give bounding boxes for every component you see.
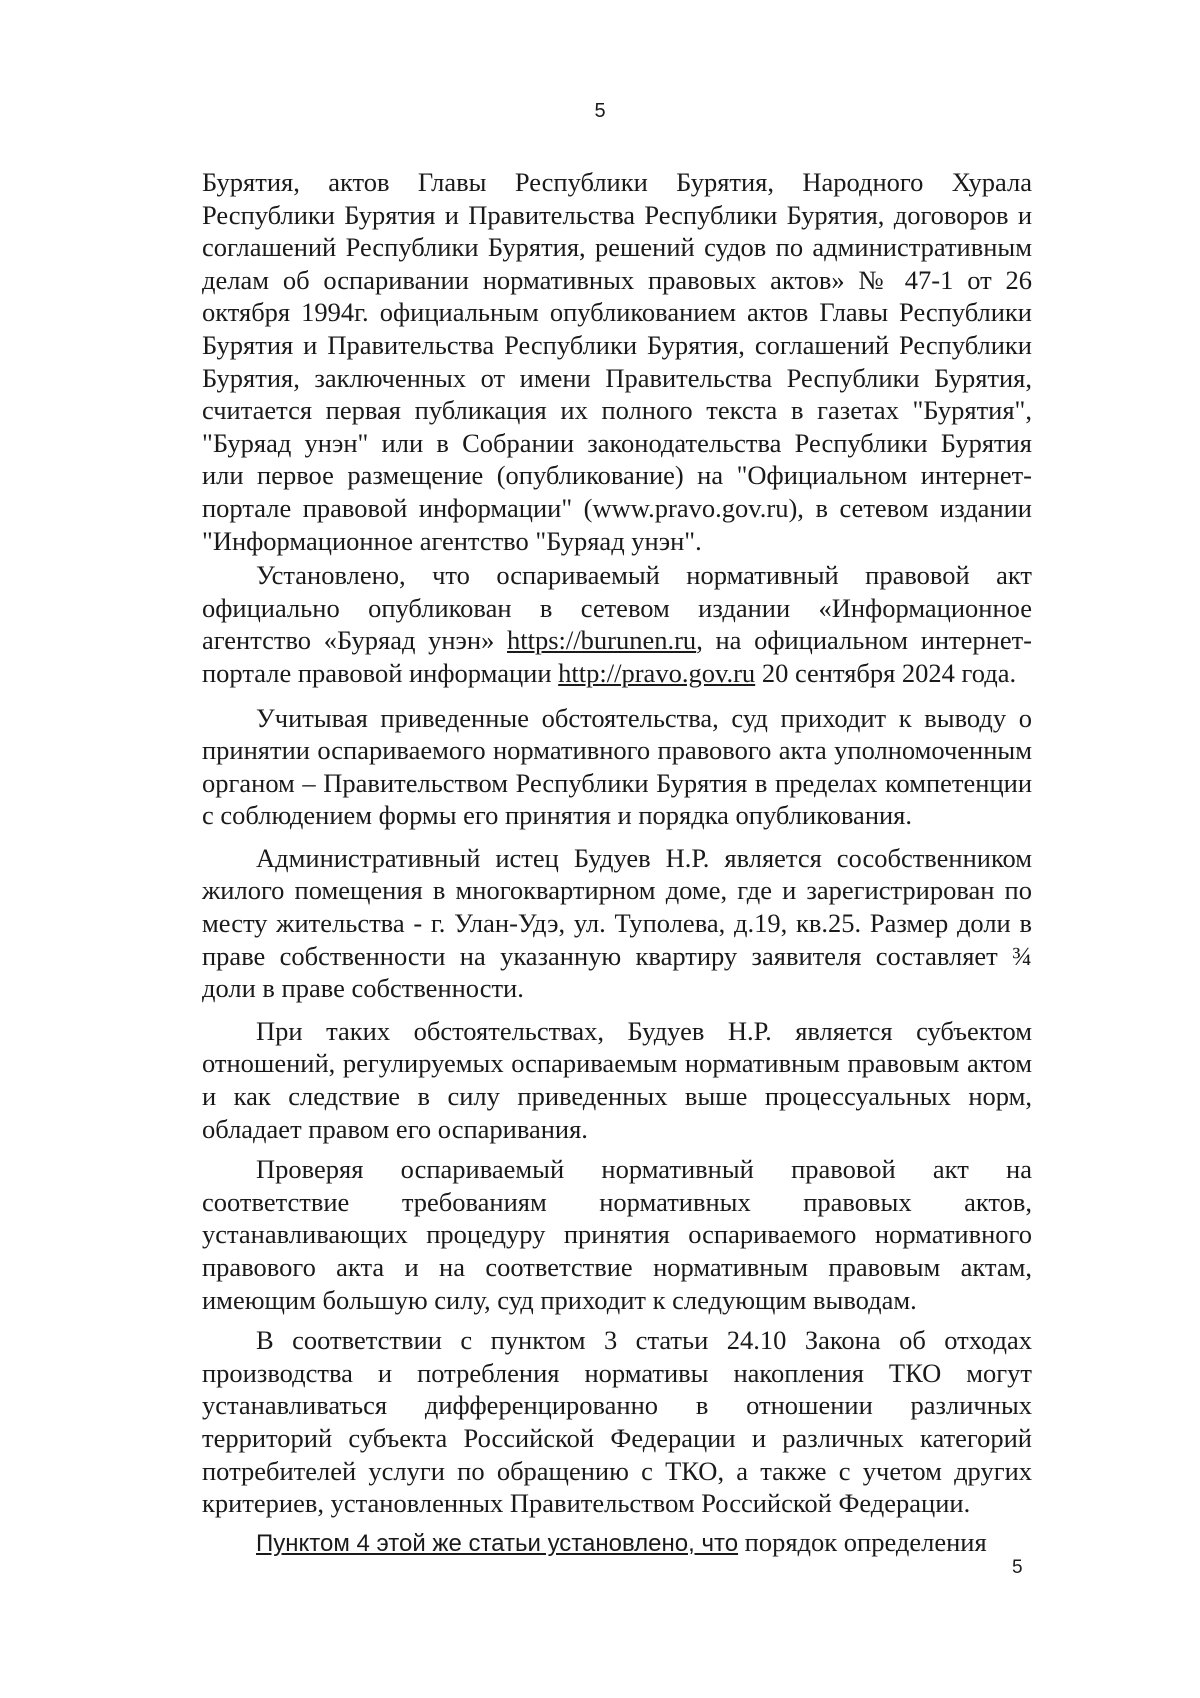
paragraph-publication-text-end: 20 сентября 2024 года. — [755, 657, 1017, 688]
paragraph-plaintiff: Административный истец Будуев Н.Р. является сособственником жилого помещения в многоквартирном доме, где и зарегистрирован по месту жительства - г. Улан-Удэ, ул. Туполева, д.19, кв.25. Размер доли в праве собственности на указанную квартиру заявителя составляет ¾ доли в праве собственности. — [202, 842, 1032, 1004]
paragraph-continuation: Бурятия, актов Главы Республики Бурятия, Народного Хурала Республики Бурятия и Правительства Республики Бурятия, договоров и соглашений Республики Бурятия, решений судов по административным делам об оспаривании нормативных правовых актов» № 47-1 от 26 октября 1994г. официальным опубликованием актов Главы Республики Бурятия и Правительства Республики Бурятия, соглашений Республики Бурятия, заключенных от имени Правительства Республики Бурятия, считается первая публикация их полного текста в газетах "Бурятия", "Буряад унэн" или в Собрании законодательства Республики Бурятия или первое размещение (опубликование) на "Официальном интернет-портале правовой информации" (www.pravo.gov.ru), в сетевом издании "Информационное агентство "Буряад унэн". — [202, 167, 1032, 556]
page-number-bottom: 5 — [1012, 1557, 1023, 1578]
paragraph-point-4 — [202, 1526, 1032, 1561]
paragraph-point-4-rest: порядок определения — [738, 1526, 987, 1557]
page-number-top: 5 — [594, 100, 606, 122]
paragraph-verification: Проверяя оспариваемый нормативный правовой акт на соответствие требованиям нормативных правовых актов, устанавливающих процедуру принятия оспариваемого нормативного правового акта и на соответствие нормативным правовым актам, имеющим большую силу, суд приходит к следующим выводам. — [202, 1154, 1032, 1315]
paragraph-tko-norms: В соответствии с пунктом 3 статьи 24.10 Закона об отходах производства и потребления нормативы накопления ТКО могут устанавливаться дифференцированно в отношении различных территорий субъекта Российской Федерации и различных категорий потребителей услуги по обращению с ТКО, а также с учетом других критериев, установленных Правительством Российской Федерации. — [202, 1325, 1032, 1519]
paragraph-standing: При таких обстоятельствах, Будуев Н.Р. является субъектом отношений, регулируемых оспариваемым нормативным правовым актом и как следствие в силу приведенных выше процессуальных норм, обладает правом его оспаривания. — [202, 1015, 1032, 1144]
pravo-link[interactable]: http://pravo.gov.ru — [558, 657, 756, 688]
paragraph-publication — [202, 559, 1032, 689]
paragraph-conclusion-adoption: Учитывая приведенные обстоятельства, суд приходит к выводу о принятии оспариваемого нормативного правового акта уполномоченным органом – Правительством Республики Бурятия в пределах компетенции с соблюдением формы его принятия и порядка опубликования. — [202, 702, 1032, 831]
underlined-reference: Пунктом 4 этой же статьи установлено, что — [256, 1529, 739, 1557]
paragraph-publication-text-mid: , на официальном интернет-портале правовой информации — [202, 625, 1032, 688]
burunen-link[interactable]: https://burunen.ru — [507, 625, 697, 656]
document-body — [202, 166, 1032, 1560]
paragraph-publication-text-start: Установлено, что оспариваемый нормативный правовой акт официально опубликован в сетевом издании «Информационное агентство «Буряад унэн» — [202, 560, 1032, 656]
